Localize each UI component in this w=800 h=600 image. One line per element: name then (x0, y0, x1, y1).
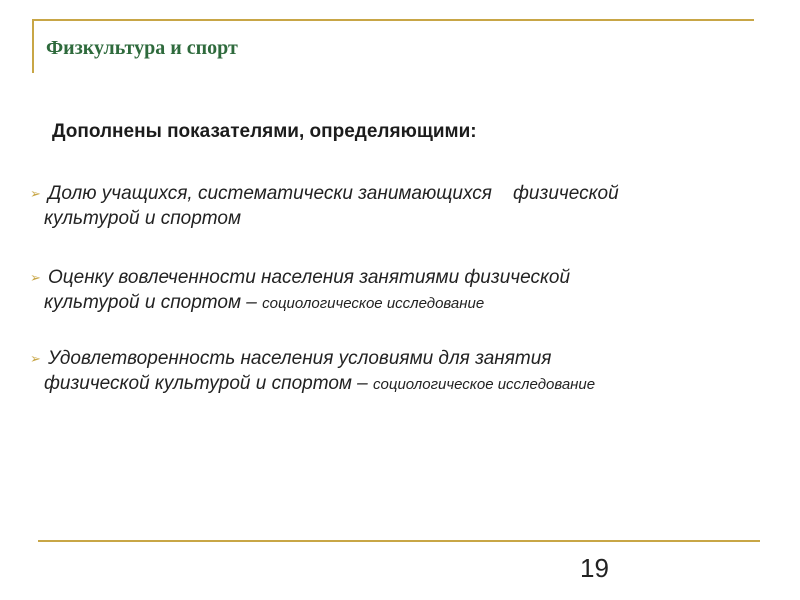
bullet-1-line-2-text: культурой и спортом (44, 208, 241, 229)
bottom-divider (38, 540, 760, 542)
bullet-item-1 (30, 181, 770, 232)
page-number: 19 (580, 553, 609, 583)
bullet-3-note: социологическое исследование (373, 376, 596, 393)
bullet-item-2 (30, 265, 770, 316)
bullet-3-line-1: Удовлетворенность населения условиями для занятия (48, 348, 552, 369)
bullet-item-3 (30, 346, 770, 397)
arrowhead-bullet-icon: ➢ (30, 351, 41, 366)
bullet-2-line-2 (30, 290, 770, 316)
bullet-1-line-2 (30, 206, 770, 232)
lead-text: Дополнены показателями, определяющими: (52, 121, 477, 142)
left-divider (32, 19, 34, 73)
bullet-2-line-1: Оценку вовлеченности населения занятиями физической (48, 267, 571, 288)
arrowhead-bullet-icon: ➢ (30, 270, 41, 285)
bullet-3-line-2-text: физической культурой и спортом – (44, 373, 374, 394)
top-divider (32, 19, 754, 21)
bullet-3-line-2 (30, 371, 770, 397)
bullet-2-line-2-text: культурой и спортом – (44, 292, 263, 313)
slide-title: Физкультура и спорт (46, 37, 238, 59)
bullet-2-note: социологическое исследование (262, 295, 485, 312)
bullet-1-line-1: Долю учащихся, систематически занимающихся физической (48, 183, 619, 204)
arrowhead-bullet-icon: ➢ (30, 186, 41, 201)
